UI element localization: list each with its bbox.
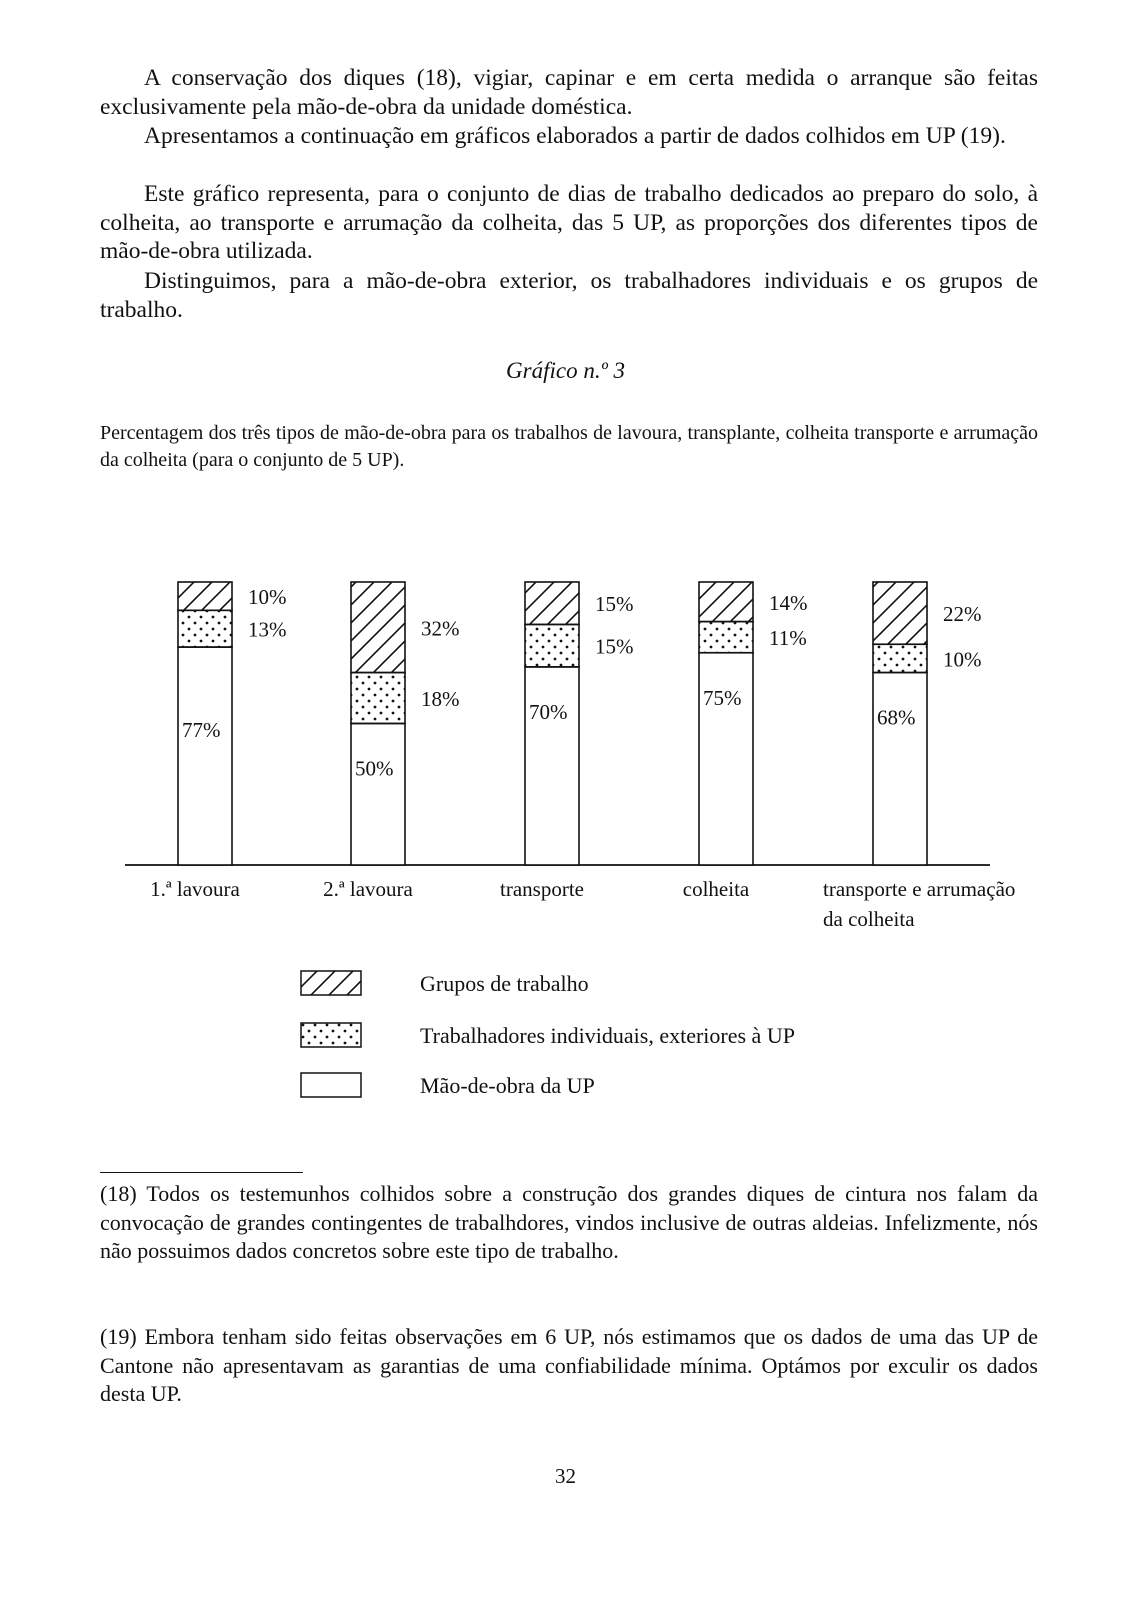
hatched-swatch-icon: [300, 970, 362, 996]
bar-segment-hatched-2: [351, 582, 405, 673]
page-number: 32: [555, 1464, 576, 1488]
footnote-18: (18) Todos os testemunhos colhidos sobre a construção dos grandes diques de cintura nos falam da convocação de grandes contingentes de trabalhdores, vindos inclusive de outras aldeias. Infelizmente, nós não possuimos dados concretos sobre este tipo de trabalho.: [100, 1181, 1038, 1263]
data-label-dotted-2: 18%: [421, 687, 460, 712]
legend-label-groups: Grupos de trabalho: [420, 971, 589, 996]
category-label-5: transporte e arrumação: [823, 877, 1016, 901]
footnote-19: (19) Embora tenham sido feitas observações em 6 UP, nós estimamos que os dados de uma das UP de Cantone não apresentavam as garantias de uma confiabilidade mínima. Optámos por exculir os dados desta UP.: [100, 1324, 1038, 1406]
bar-segment-plain-4: [699, 653, 753, 865]
body-paragraph-4: Distinguimos, para a mão-de-obra exterior, os trabalhadores individuais e os grupos de trabalho.: [100, 268, 1038, 323]
bar-segment-hatched-4: [699, 582, 753, 622]
bar-segment-plain-5: [873, 673, 927, 865]
data-label-hatched-5: 22%: [943, 602, 982, 627]
data-label-dotted-5: 10%: [943, 647, 982, 672]
data-label-dotted-4: 11%: [769, 626, 807, 651]
data-label-dotted-3: 15%: [595, 634, 634, 659]
dotted-swatch-icon: [300, 1022, 362, 1048]
data-label-household-2: 50%: [355, 756, 394, 781]
bar-segment-plain-3: [525, 667, 579, 865]
category-label-5-line2: da colheita: [823, 907, 915, 931]
bar-segment-plain-2: [351, 724, 405, 866]
bar-segment-dotted-5: [873, 644, 927, 672]
legend-label-household: Mão-de-obra da UP: [420, 1073, 595, 1098]
bar-segment-hatched-3: [525, 582, 579, 624]
legend-label-individuals: Trabalhadores individuais, exteriores à UP: [420, 1023, 795, 1048]
data-label-household-3: 70%: [529, 699, 568, 724]
bar-segment-dotted-1: [178, 610, 232, 647]
category-label-3: transporte: [500, 877, 584, 901]
category-label-1: 1.ª lavoura: [150, 877, 240, 901]
data-label-hatched-3: 15%: [595, 592, 634, 617]
data-label-hatched-4: 14%: [769, 590, 808, 615]
body-paragraph-1: A conservação dos diques (18), vigiar, capinar e em certa medida o arranque são feitas exclusivamente pela mão-de-obra da unidade doméstica.: [100, 65, 1038, 120]
stacked-bar-chart: [0, 560, 1131, 960]
data-label-household-4: 75%: [703, 685, 742, 710]
data-label-dotted-1: 13%: [248, 617, 287, 642]
bar-segment-dotted-2: [351, 673, 405, 724]
bar-segment-plain-1: [178, 647, 232, 865]
data-label-household-1: 77%: [182, 718, 221, 743]
bar-segment-dotted-3: [525, 624, 579, 666]
plain-swatch-icon: [300, 1072, 362, 1098]
data-label-household-5: 68%: [877, 705, 916, 730]
body-paragraph-3: Este gráfico representa, para o conjunto de dias de trabalho dedicados ao preparo do solo, à colheita, ao transporte e arrumação da colheita, das 5 UP, as proporções dos diferentes tipos de mão-de-obra utilizada.: [100, 181, 1038, 265]
footnote-divider: [100, 1172, 303, 1173]
figure-title: Gráfico n.º 3: [506, 358, 625, 383]
category-label-4: colheita: [682, 877, 750, 901]
figure-description: Percentagem dos três tipos de mão-de-obra para os trabalhos de lavoura, transplante, colheita transporte e arrumação da colheita (para o conjunto de 5 UP).: [100, 422, 1038, 471]
body-paragraph-2: Apresentamos a continuação em gráficos elaborados a partir de dados colhidos em UP (19).: [144, 123, 1006, 149]
chart-legend: [300, 970, 900, 1110]
bar-segment-dotted-4: [699, 622, 753, 653]
data-label-hatched-2: 32%: [421, 616, 460, 641]
category-label-2: 2.ª lavoura: [323, 877, 413, 901]
data-label-hatched-1: 10%: [248, 585, 287, 610]
bar-segment-hatched-1: [178, 582, 232, 610]
bar-segment-hatched-5: [873, 582, 927, 644]
